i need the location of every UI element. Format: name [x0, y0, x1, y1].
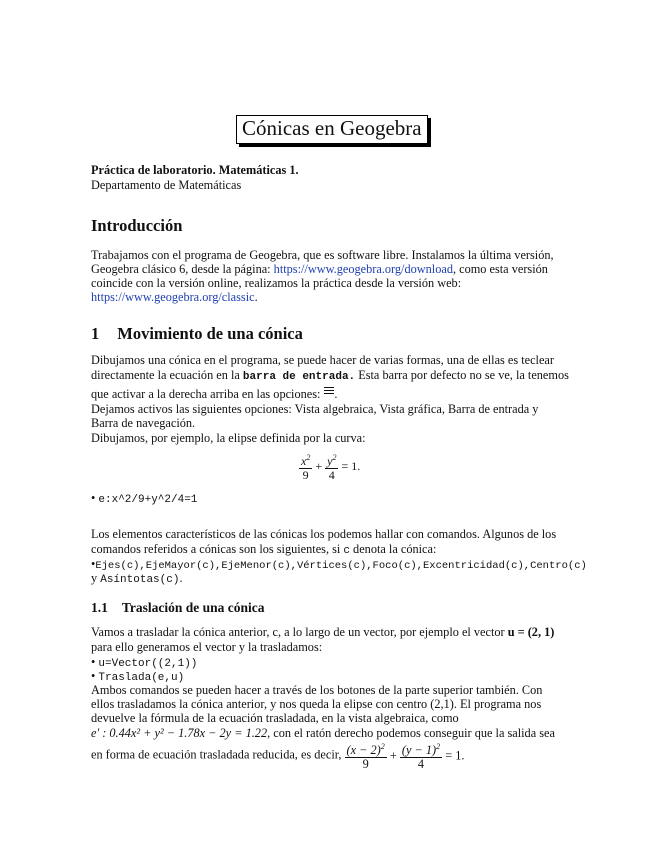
intro-line-3: coincide con la versión online, realizamos la práctica desde la versión web:: [91, 276, 462, 290]
s1-p3: Dibujamos, por ejemplo, la elipse definida por la curva:: [91, 431, 366, 445]
s1-p1-line-1: Dibujamos una cónica en el programa, se puede hacer de varias formas, una de ellas es teclear: [91, 353, 554, 367]
s1-p1-line-3: que activar a la derecha arriba en las opciones: .: [91, 387, 338, 401]
s1-p4-line-1: Los elementos característicos de las cónicas los podemos hallar con comandos. Algunos de los: [91, 527, 557, 541]
practice-label: Práctica de laboratorio. Matemáticas 1.: [91, 163, 299, 177]
s11-line-7: en forma de ecuación trasladada reducida, es decir, $\frac{(x - 2)^2}{9}$ + $\frac{(y - 1)^2}{4}$ = 1.: [91, 742, 465, 772]
commands-list: •Ejes(c),EjeMayor(c),EjeMenor(c),Vértices(c),Foco(c),Excentricidad(c),Centro(c): [91, 557, 587, 572]
s11-line-4: ellos trasladamos la cónica anterior, y nos queda la elipse con centro (2,1). El programa nos: [91, 697, 542, 711]
menu-icon: [324, 385, 334, 396]
s11-line-3: Ambos comandos se pueden hacer a través de los botones de la parte superior también. Con: [91, 683, 543, 697]
s1-p4-line-2: comandos referidos a cónicas son los siguientes, si c denota la cónica:: [91, 542, 437, 557]
intro-heading: Introducción: [91, 216, 183, 235]
intro-line-1: Trabajamos con el programa de Geogebra, que es software libre. Instalamos la última versión,: [91, 248, 554, 262]
download-link[interactable]: https://www.geogebra.org/download: [273, 262, 453, 276]
commands-list-end: y Asíntotas(c).: [91, 571, 183, 586]
s1-p1-line-2: directamente la ecuación en la barra de entrada. Esta barra por defecto no se ve, la tenemos: [91, 368, 569, 383]
s11-line-2: para ello generamos el vector y la trasladamos:: [91, 640, 323, 654]
intro-line-4: https://www.geogebra.org/classic.: [91, 290, 258, 304]
classic-link[interactable]: https://www.geogebra.org/classic: [91, 290, 255, 304]
traslada-command: • Traslada(e,u): [91, 669, 185, 684]
ellipse-command: • e:x^2/9+y^2/4=1: [91, 491, 198, 506]
s11-line-5: devuelve la fórmula de la ecuación trasladada, en la vista algebraica, como: [91, 711, 459, 725]
s11-line-6: e′ : 0.44x² + y² − 1.78x − 2y = 1.22, con el ratón derecho podemos conseguir que la salida sea: [91, 726, 555, 740]
ellipse-equation: $\frac{x^2}{9}$ + $\frac{y^2}{4}$ = 1.: [301, 453, 361, 482]
section-1-1-heading: 1.1 Traslación de una cónica: [91, 600, 265, 615]
s1-p2-line-1: Dejamos activos las siguientes opciones: Vista algebraica, Vista gráfica, Barra de entrada y: [91, 402, 539, 416]
department-label: Departamento de Matemáticas: [91, 178, 242, 192]
s11-line-1: Vamos a trasladar la cónica anterior, c, a lo largo de un vector, por ejemplo el vector u = (2, 1): [91, 625, 555, 639]
section-1-heading: 1 Movimiento de una cónica: [91, 324, 303, 343]
vector-command: • u=Vector((2,1)): [91, 655, 198, 670]
s1-p2-line-2: Barra de navegación.: [91, 416, 196, 430]
intro-line-2: Geogebra clásico 6, desde la página: https://www.geogebra.org/download, como esta versión: [91, 262, 548, 276]
document-title: Cónicas en Geogebra: [236, 115, 428, 144]
